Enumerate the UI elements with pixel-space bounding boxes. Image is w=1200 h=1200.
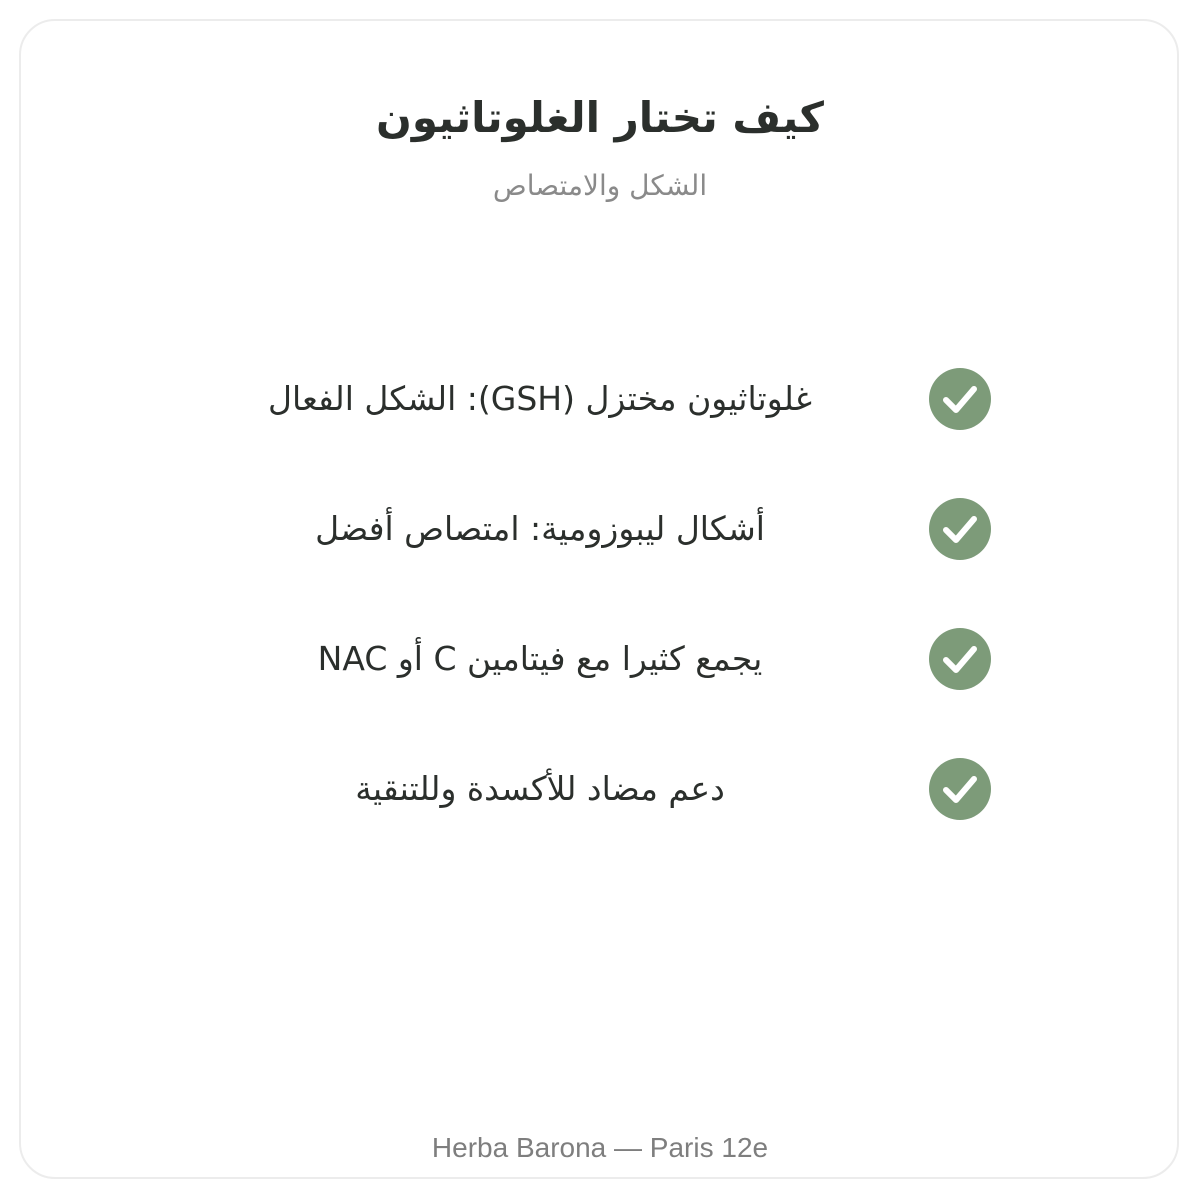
list-item (0, 368, 1200, 430)
list-item (0, 498, 1200, 560)
list-item (0, 628, 1200, 690)
list-item-label: دعم مضاد للأكسدة وللتنقية (355, 769, 725, 808)
list-item-label: غلوتاثيون مختزل (GSH): الشكل الفعال (268, 379, 812, 418)
page-title: كيف تختار الغلوتاثيون (376, 93, 824, 142)
list-item-label: أشكال ليبوزومية: امتصاص أفضل (315, 509, 765, 548)
page-subtitle: الشكل والامتصاص (492, 169, 708, 202)
list-item (0, 758, 1200, 820)
footer-credit: Herba Barona — Paris 12e (431, 1132, 769, 1163)
list-item-label: يجمع كثيرا مع فيتامين C أو NAC (317, 639, 763, 678)
